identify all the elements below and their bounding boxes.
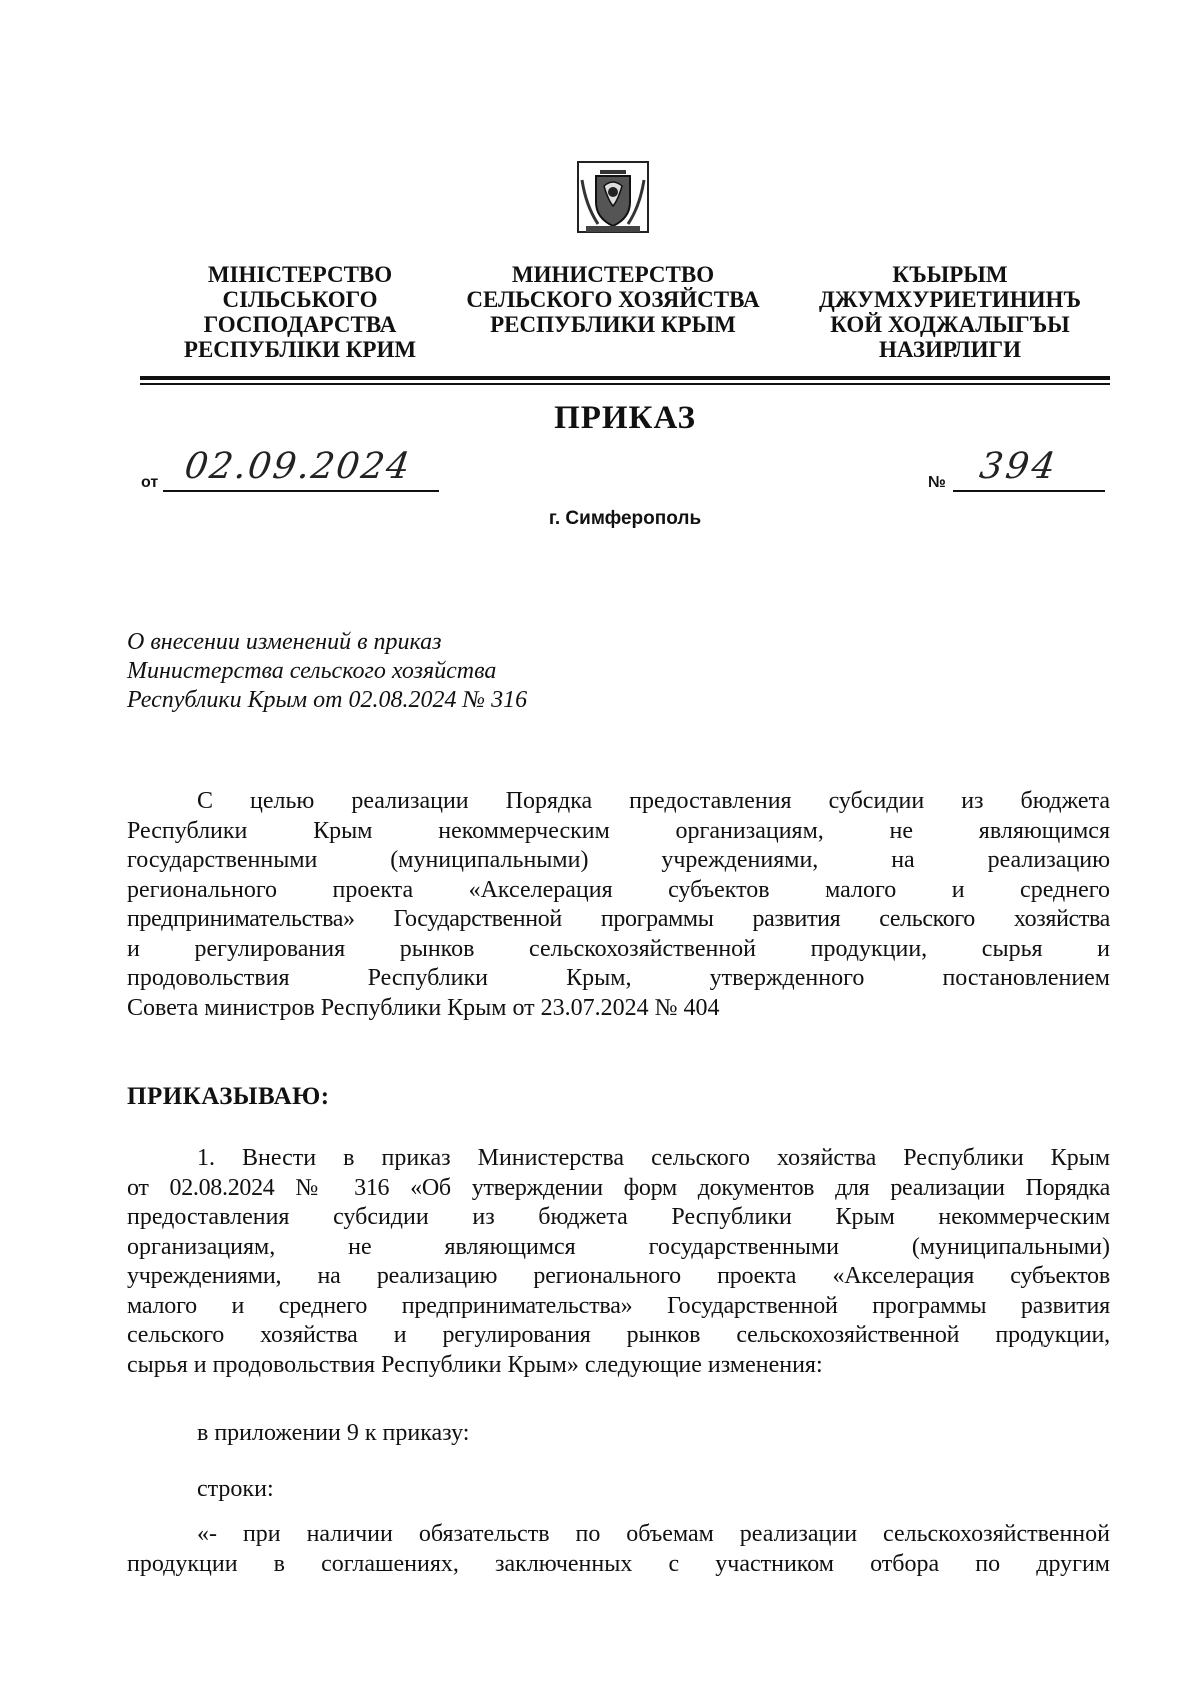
header-line: ДЖУМХУРИЕТИНИНЪ <box>818 287 1082 312</box>
header-divider-thick <box>140 376 1110 380</box>
header-divider-thin <box>140 383 1110 385</box>
text-line: предпринимательства» Государственной программы развития сельского хозяйства <box>127 906 1110 932</box>
date-label: от <box>141 474 159 491</box>
text-line: сельского хозяйства и регулирования рынков сельскохозяйственной продукции, <box>127 1322 1110 1348</box>
appendix-line: в приложении 9 к приказу: <box>197 1420 470 1446</box>
subject-line: Республики Крым от 02.08.2024 № 316 <box>127 687 528 713</box>
quoted-paragraph <box>127 1520 1110 1579</box>
header-line: СЕЛЬСКОГО ХОЗЯЙСТВА <box>466 287 760 312</box>
text-line: и регулирования рынков сельскохозяйственной продукции, сырья и <box>127 935 1110 962</box>
number-underline <box>953 490 1105 492</box>
date-underline <box>163 490 439 492</box>
text-line: предоставления субсидии из бюджета Республики Крым некоммерческим <box>127 1204 1110 1230</box>
header-line: СІЛЬСЬКОГО <box>222 287 378 312</box>
handwritten-number: 394 <box>977 446 1061 487</box>
order-directive-word: ПРИКАЗЫВАЮ: <box>127 1083 330 1110</box>
text-line: учреждениями, на реализацию регионального проекта «Акселерация субъектов <box>127 1263 1110 1289</box>
text-line: 1. Внести в приказ Министерства сельского хозяйства Республики Крым <box>197 1145 1110 1171</box>
text-line: сырья и продовольствия Республики Крым» следующие изменения: <box>127 1351 823 1378</box>
header-line: НАЗИРЛИГИ <box>878 337 1022 362</box>
text-line: «- при наличии обязательств по объемам реализации сельскохозяйственной <box>197 1521 1110 1547</box>
text-line: регионального проекта «Акселерация субъектов малого и среднего <box>127 876 1110 903</box>
subject-line: Министерства сельского хозяйства <box>127 658 497 684</box>
header-line: МИНИСТЕРСТВО <box>511 262 715 287</box>
paragraph-1 <box>127 1144 1110 1380</box>
handwritten-date: 02.09.2024 <box>182 446 415 487</box>
text-line: Совета министров Республики Крым от 23.07.2024 № 404 <box>127 994 720 1021</box>
header-line: МІНІСТЕРСТВО <box>207 262 393 287</box>
document-title: ПРИКАЗ <box>554 400 696 436</box>
header-ukrainian-name <box>170 262 430 362</box>
text-line: продовольствия Республики Крым, утвержденного постановлением <box>127 965 1110 991</box>
text-line: государственными (муниципальными) учреждениями, на реализацию <box>127 847 1110 873</box>
text-line: Республики Крым некоммерческим организациям, не являющимся <box>127 817 1110 844</box>
city: г. Симферополь <box>548 508 702 529</box>
text-line: продукции в соглашениях, заключенных с участником отбора по другим <box>127 1550 1110 1577</box>
number-label: № <box>928 474 946 491</box>
rows-line: строки: <box>197 1476 274 1502</box>
subject-line: О внесении изменений в приказ <box>127 629 442 655</box>
text-line: С целью реализации Порядка предоставления субсидии из бюджета <box>197 788 1110 814</box>
header-line: РЕСПУБЛІКИ КРИМ <box>183 337 417 362</box>
header-crimean-tatar-name <box>800 262 1100 362</box>
preamble-paragraph <box>127 787 1110 1023</box>
order-subject <box>127 628 527 715</box>
header-line: КЪЫРЫМ <box>892 262 1008 287</box>
header-russian-name <box>458 262 768 337</box>
header-line: ГОСПОДАРСТВА <box>203 312 397 337</box>
coat-of-arms-emblem <box>572 156 654 238</box>
text-line: малого и среднего предпринимательства» Государственной программы развития <box>127 1292 1110 1319</box>
header-line: РЕСПУБЛИКИ КРЫМ <box>490 312 736 337</box>
text-line: от 02.08.2024 № 316 «Об утверждении форм документов для реализации Порядка <box>127 1174 1110 1201</box>
header-line: КОЙ ХОДЖАЛЫГЪЫ <box>830 312 1070 337</box>
text-line: организациям, не являющимся государственными (муниципальными) <box>127 1233 1110 1260</box>
